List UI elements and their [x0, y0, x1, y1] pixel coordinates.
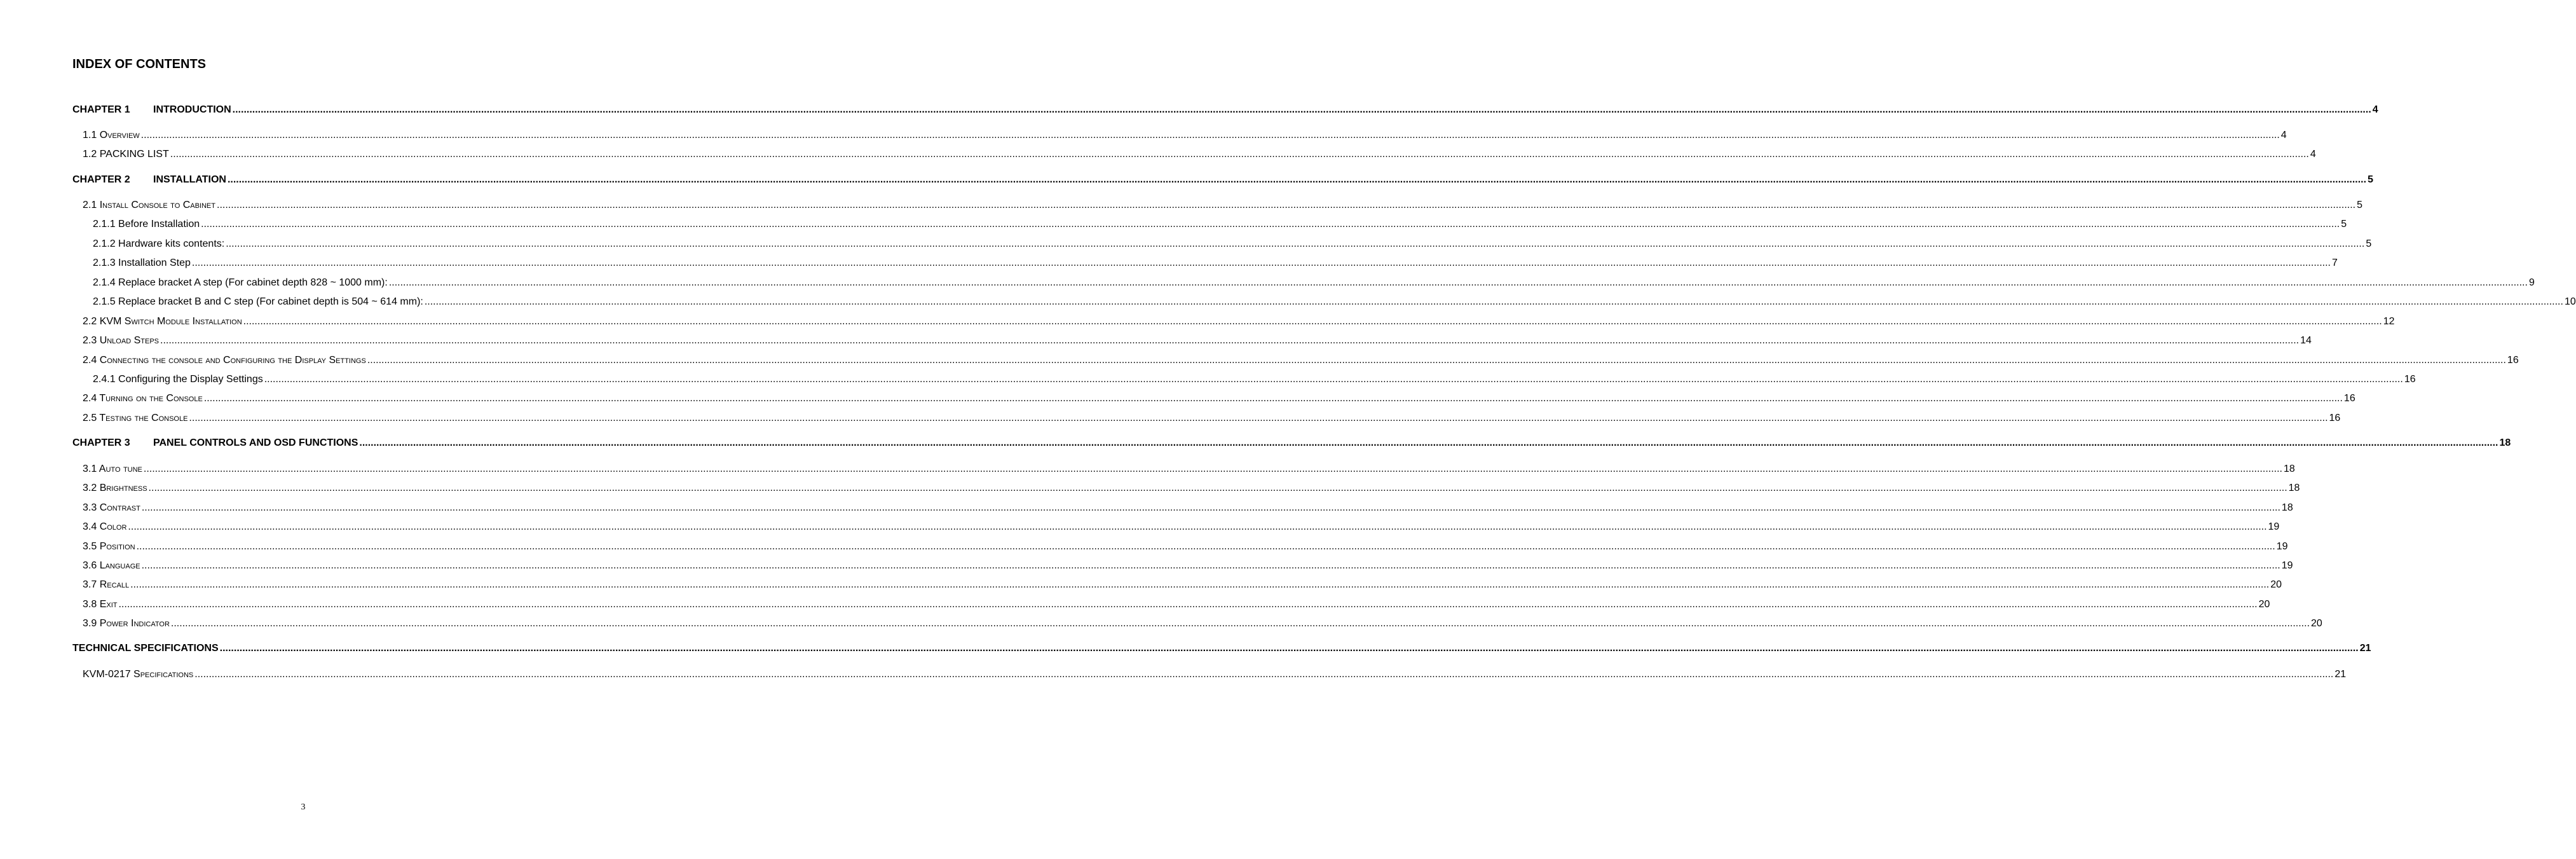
- dot-leader: [170, 149, 2309, 160]
- toc-page-number: 5: [2357, 200, 2363, 210]
- toc-entry[interactable]: [0, 669, 2347, 680]
- toc-entry-label: 2.1.1 Before Installation: [93, 219, 200, 230]
- toc-entry-label: 2.1.4 Replace bracket A step (For cabinet depth 828 ~ 1000 mm):: [93, 277, 388, 288]
- dot-leader: [137, 541, 2275, 553]
- toc-page-number: 21: [2334, 669, 2347, 680]
- toc-entry-label: TECHNICAL SPECIFICATIONS: [72, 643, 219, 654]
- toc-entry-label: [72, 104, 231, 116]
- dot-leader: [141, 130, 2280, 141]
- chapter-number: CHAPTER 1: [72, 104, 130, 115]
- dot-leader: [130, 579, 2269, 591]
- toc-page-number: 19: [2276, 541, 2288, 552]
- toc-entry-label: 3.7 Recall: [83, 579, 130, 590]
- toc-entry-label: 2.4 Turning on the Console: [83, 393, 203, 404]
- toc-entry-label: 3.1 Auto tune: [83, 464, 142, 474]
- toc-entry[interactable]: [0, 502, 2293, 514]
- toc-entry-label: 1.2 PACKING LIST: [83, 149, 169, 160]
- chapter-number: CHAPTER 3: [72, 437, 130, 448]
- toc-chapter-entry[interactable]: [0, 174, 2373, 186]
- toc-page-number: 20: [2270, 579, 2282, 590]
- dot-leader: [220, 643, 2359, 654]
- toc-page-number: 19: [2268, 521, 2280, 532]
- toc-page-number: 20: [2311, 618, 2322, 629]
- chapter-title: PANEL CONTROLS AND OSD FUNCTIONS: [153, 437, 358, 448]
- toc-entry[interactable]: [0, 238, 2372, 250]
- toc-page-number: 18: [2288, 483, 2300, 493]
- toc-entry[interactable]: [0, 130, 2287, 141]
- dot-leader: [149, 483, 2287, 494]
- toc-entry-label: 2.2 KVM Switch Module Installation: [83, 316, 242, 327]
- toc-entry[interactable]: [0, 374, 2416, 385]
- toc-page-number: 16: [2507, 355, 2519, 366]
- toc-entry[interactable]: [0, 335, 2312, 347]
- toc-page-number: 14: [2300, 335, 2312, 346]
- dot-leader: [118, 599, 2257, 610]
- dot-leader: [142, 502, 2280, 514]
- toc-page-number: 16: [2404, 374, 2416, 385]
- toc-chapter-entry[interactable]: [0, 643, 2371, 654]
- chapter-number: CHAPTER 2: [72, 174, 130, 185]
- toc-entry[interactable]: [0, 599, 2270, 610]
- dot-leader: [425, 296, 2563, 308]
- toc-entry-label: 2.4.1 Configuring the Display Settings: [93, 374, 263, 385]
- toc-page-number: 5: [2366, 238, 2372, 249]
- toc-entry[interactable]: [0, 483, 2300, 494]
- dot-leader: [359, 437, 2498, 449]
- dot-leader: [226, 238, 2364, 250]
- toc-entry-label: 2.4 Connecting the console and Configuring the Display Settings: [83, 355, 366, 366]
- dot-leader: [367, 355, 2506, 366]
- toc-entry[interactable]: [0, 393, 2355, 404]
- chapter-title: INSTALLATION: [153, 174, 226, 185]
- toc-entry-label: 3.8 Exit: [83, 599, 118, 610]
- toc-entry[interactable]: [0, 579, 2282, 591]
- toc-entry[interactable]: [0, 149, 2316, 160]
- toc-page-number: 4: [2372, 104, 2378, 115]
- dot-leader: [189, 413, 2327, 424]
- dot-leader: [192, 258, 2331, 269]
- dot-leader: [194, 669, 2333, 680]
- toc-entry-label: KVM-0217 Specifications: [83, 669, 194, 680]
- toc-page-number: 18: [2499, 437, 2511, 448]
- toc-chapter-entry[interactable]: [0, 437, 2511, 449]
- dot-leader: [142, 560, 2280, 572]
- toc-entry[interactable]: [0, 296, 2576, 308]
- dot-leader: [160, 335, 2299, 347]
- toc-entry[interactable]: [0, 277, 2535, 289]
- dot-leader: [204, 393, 2343, 404]
- toc-entry-label: 3.2 Brightness: [83, 483, 147, 493]
- toc-entry-label: 2.5 Testing the Console: [83, 413, 188, 423]
- dot-leader: [243, 316, 2382, 327]
- toc-page-number: 4: [2310, 149, 2316, 160]
- dot-leader: [228, 174, 2366, 186]
- page-title: INDEX OF CONTENTS: [72, 57, 207, 71]
- toc-entry[interactable]: [0, 413, 2341, 424]
- chapter-title: INTRODUCTION: [153, 104, 231, 115]
- toc-page-number: 16: [2343, 393, 2355, 404]
- dot-leader: [144, 464, 2282, 475]
- dot-leader: [389, 277, 2528, 289]
- toc-entry[interactable]: [0, 618, 2322, 629]
- toc-chapter-entry[interactable]: [0, 104, 2378, 116]
- toc-entry-label: 2.1 Install Console to Cabinet: [83, 200, 215, 210]
- toc-page-number: 5: [2341, 219, 2347, 230]
- toc-entry-label: [72, 437, 358, 449]
- toc-entry[interactable]: [0, 560, 2293, 572]
- toc-page-number: 16: [2329, 413, 2341, 423]
- toc-entry-label: 2.1.3 Installation Step: [93, 258, 191, 268]
- dot-leader: [233, 104, 2371, 116]
- toc-entry-label: 3.5 Position: [83, 541, 135, 552]
- page-number: 3: [301, 802, 306, 812]
- toc-entry-label: 3.4 Color: [83, 521, 127, 532]
- toc-entry[interactable]: [0, 316, 2395, 327]
- toc-entry[interactable]: [0, 541, 2288, 553]
- toc-entry[interactable]: [0, 219, 2347, 230]
- toc-page-number: 21: [2359, 643, 2371, 654]
- toc-page-number: 4: [2280, 130, 2287, 141]
- toc-entry[interactable]: [0, 355, 2519, 366]
- dot-leader: [264, 374, 2403, 385]
- toc-entry[interactable]: [0, 521, 2280, 533]
- toc-page-number: 5: [2368, 174, 2373, 185]
- toc-page-number: 12: [2383, 316, 2395, 327]
- toc-entry-label: 3.6 Language: [83, 560, 140, 571]
- toc-page-number: 10: [2564, 296, 2576, 307]
- toc-entry-label: 2.3 Unload Steps: [83, 335, 159, 346]
- toc-entry-label: 3.9 Power Indicator: [83, 618, 170, 629]
- dot-leader: [171, 618, 2310, 629]
- toc-entry[interactable]: [0, 200, 2363, 211]
- toc-page-number: 19: [2281, 560, 2293, 571]
- toc-entry-label: 3.3 Contrast: [83, 502, 140, 513]
- toc-entry[interactable]: [0, 464, 2295, 475]
- toc-entry-label: 1.1 Overview: [83, 130, 140, 141]
- toc-entry-label: 2.1.2 Hardware kits contents:: [93, 238, 225, 249]
- dot-leader: [128, 521, 2266, 533]
- toc-page-number: 20: [2258, 599, 2270, 610]
- toc-page-number: 18: [2281, 502, 2293, 513]
- toc-entry-label: [72, 174, 226, 186]
- toc-entry-label: 2.1.5 Replace bracket B and C step (For cabinet depth is 504 ~ 614 mm):: [93, 296, 423, 307]
- toc-page-number: 9: [2528, 277, 2535, 288]
- dot-leader: [201, 219, 2340, 230]
- dot-leader: [217, 200, 2355, 211]
- toc-page-number: 7: [2332, 258, 2338, 268]
- toc-entry[interactable]: [0, 258, 2338, 269]
- toc-page-number: 18: [2284, 464, 2295, 474]
